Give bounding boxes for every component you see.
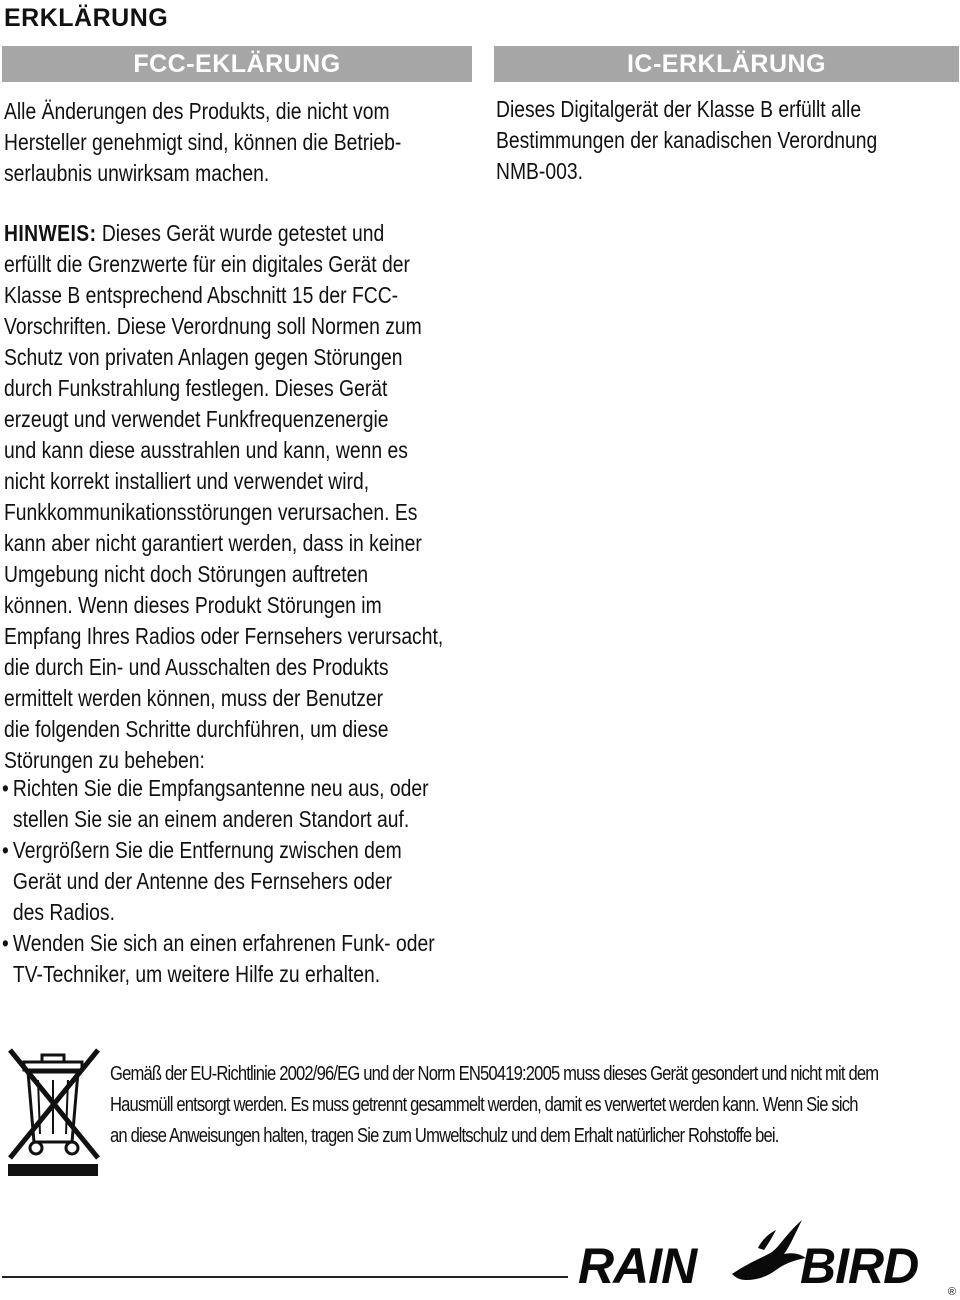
note-line: Klasse B entsprechend Abschnitt 15 der FCC- bbox=[4, 282, 399, 308]
note-line: Umgebung nicht doch Störungen auftreten bbox=[4, 561, 369, 587]
fcc-line: Hersteller genehmigt sind, können die Betrieb- bbox=[4, 129, 402, 155]
note-line: Vorschriften. Diese Verordnung soll Normen zum bbox=[4, 313, 422, 339]
note-line: die durch Ein- und Ausschalten des Produkts bbox=[4, 654, 389, 680]
list-item-line: Richten Sie die Empfangsantenne neu aus, oder bbox=[12, 775, 429, 801]
logo-word-bird: BIRD bbox=[800, 1238, 919, 1294]
bullet-icon: • bbox=[2, 837, 9, 863]
weee-line: Hausmüll entsorgt werden. Es muss getrennt gesammelt werden, damit es verwertet werden kann. Wenn Sie sich bbox=[110, 1094, 858, 1116]
note-line: kann aber nicht garantiert werden, dass in keiner bbox=[4, 530, 422, 556]
note-line: die folgenden Schritte durchführen, um diese bbox=[4, 716, 389, 742]
note-line: ermittelt werden können, muss der Benutzer bbox=[4, 685, 384, 711]
note-line: erfüllt die Grenzwerte für ein digitales Gerät der bbox=[4, 251, 410, 277]
list-item bbox=[2, 928, 472, 990]
note-line: und kann diese ausstrahlen und kann, wenn es bbox=[4, 437, 408, 463]
fcc-line: Alle Änderungen des Produkts, die nicht vom bbox=[4, 98, 390, 124]
note-line: können. Wenn dieses Produkt Störungen im bbox=[4, 592, 382, 618]
note-line: Dieses Gerät wurde getestet und bbox=[96, 220, 385, 246]
note-line: Funkkommunikationsstörungen verursachen. Es bbox=[4, 499, 418, 525]
ic-line: Bestimmungen der kanadischen Verordnung bbox=[496, 127, 878, 153]
note-line: nicht korrekt installiert und verwendet wird, bbox=[4, 468, 370, 494]
list-item-line: Vergrößern Sie die Entfernung zwischen dem bbox=[12, 837, 402, 863]
footer-divider bbox=[2, 1276, 568, 1278]
list-item-line: stellen Sie sie an einem anderen Standort auf. bbox=[12, 806, 410, 832]
note-line: Störungen zu beheben: bbox=[4, 747, 205, 773]
fcc-line: serlaubnis unwirksam machen. bbox=[4, 160, 270, 186]
weee-line: an diese Anweisungen halten, tragen Sie zum Umweltschulz und dem Erhalt natürlicher Rohstoffe bei. bbox=[110, 1125, 779, 1147]
list-item-line: des Radios. bbox=[12, 899, 115, 925]
page-title: ERKLÄRUNG bbox=[4, 4, 169, 32]
list-item-line: Wenden Sie sich an einen erfahrenen Funk- oder bbox=[12, 930, 435, 956]
rain-bird-logo bbox=[578, 1218, 960, 1298]
ic-line: NMB-003. bbox=[496, 158, 583, 184]
note-paragraph bbox=[4, 218, 471, 776]
ic-line: Dieses Digitalgerät der Klasse B erfüllt alle bbox=[496, 96, 862, 122]
ic-heading: IC-ERKLÄRUNG bbox=[494, 46, 959, 82]
list-item-line: TV-Techniker, um weitere Hilfe zu erhalten. bbox=[12, 961, 381, 987]
bullet-icon: • bbox=[2, 775, 9, 801]
list-item bbox=[2, 773, 472, 835]
bird-icon bbox=[728, 1218, 808, 1292]
ic-paragraph bbox=[496, 94, 933, 187]
list-item-line: Gerät und der Antenne des Fernsehers oder bbox=[12, 868, 393, 894]
logo-word-rain: RAIN bbox=[578, 1238, 697, 1294]
note-line: Schutz von privaten Anlagen gegen Störungen bbox=[4, 344, 403, 370]
note-label: HINWEIS: bbox=[4, 220, 97, 246]
fcc-heading: FCC-EKLÄRUNG bbox=[2, 46, 472, 82]
bullet-icon: • bbox=[2, 930, 9, 956]
note-line: Empfang Ihres Radios oder Fernsehers verursacht, bbox=[4, 623, 444, 649]
note-line: durch Funkstrahlung festlegen. Dieses Gerät bbox=[4, 375, 388, 401]
weee-paragraph bbox=[110, 1059, 948, 1152]
instruction-list bbox=[2, 773, 472, 990]
registered-mark: ® bbox=[947, 1286, 956, 1298]
crossed-out-wheelie-bin-icon bbox=[2, 1046, 104, 1178]
note-line: erzeugt und verwendet Funkfrequenzenergie bbox=[4, 406, 389, 432]
fcc-paragraph bbox=[4, 96, 458, 189]
list-item bbox=[2, 835, 472, 928]
weee-line: Gemäß der EU-Richtlinie 2002/96/EG und der Norm EN50419:2005 muss dieses Gerät gesondert und nicht mit dem bbox=[110, 1063, 879, 1085]
